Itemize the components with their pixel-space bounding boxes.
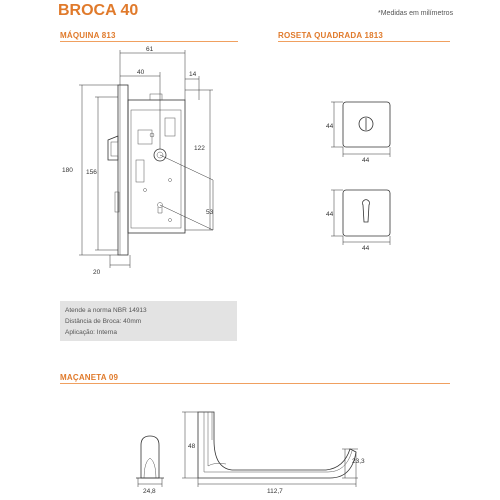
dim-61: 61 — [146, 46, 154, 53]
section-maquina-title: MÁQUINA 813 — [60, 31, 116, 40]
rosette-square-bottom — [343, 190, 390, 236]
handle-side-view — [136, 436, 164, 495]
dim-180: 180 — [62, 167, 73, 174]
dim-1127: 112,7 — [267, 488, 283, 495]
dim-roseta-top-h: 44 — [326, 123, 334, 130]
dim-roseta-top-w: 44 — [362, 157, 370, 164]
dim-roseta-bot-w: 44 — [362, 245, 370, 252]
page-title: BROCA 40 — [58, 2, 139, 19]
lock-case — [128, 100, 185, 233]
handle-top-view — [182, 412, 365, 495]
dim-14: 14 — [189, 71, 197, 78]
info-norma: Atende a norma NBR 14913 — [65, 307, 147, 314]
dim-roseta-bot-h: 44 — [326, 211, 334, 218]
rosette-turn-drawing — [326, 102, 390, 164]
section-macaneta-title: MAÇANETA 09 — [60, 373, 119, 382]
lock-machine-drawing — [62, 46, 214, 276]
dim-40: 40 — [137, 69, 145, 76]
dim-248: 24,8 — [143, 488, 156, 495]
dim-48: 48 — [188, 443, 196, 450]
handle-lever — [198, 412, 356, 478]
dim-156: 156 — [86, 169, 97, 176]
info-aplicacao: Aplicação: Interna — [65, 329, 118, 336]
units-note: *Medidas em milímetros — [378, 10, 454, 17]
rosette-keyhole — [362, 200, 369, 222]
handle-rosette-side — [141, 436, 159, 478]
latch-bolt — [108, 136, 118, 160]
rosette-key-drawing — [326, 190, 390, 252]
dim-122: 122 — [194, 145, 205, 152]
info-distancia: Distância de Broca: 40mm — [65, 318, 142, 325]
deadbolt-slot — [115, 192, 119, 212]
section-roseta-title: ROSETA QUADRADA 1813 — [278, 31, 384, 40]
dim-233: 23,3 — [352, 458, 365, 465]
rosette-square-top — [343, 102, 390, 147]
dim-20: 20 — [93, 269, 101, 276]
lock-faceplate — [118, 85, 128, 255]
dim-53: 53 — [206, 209, 214, 216]
